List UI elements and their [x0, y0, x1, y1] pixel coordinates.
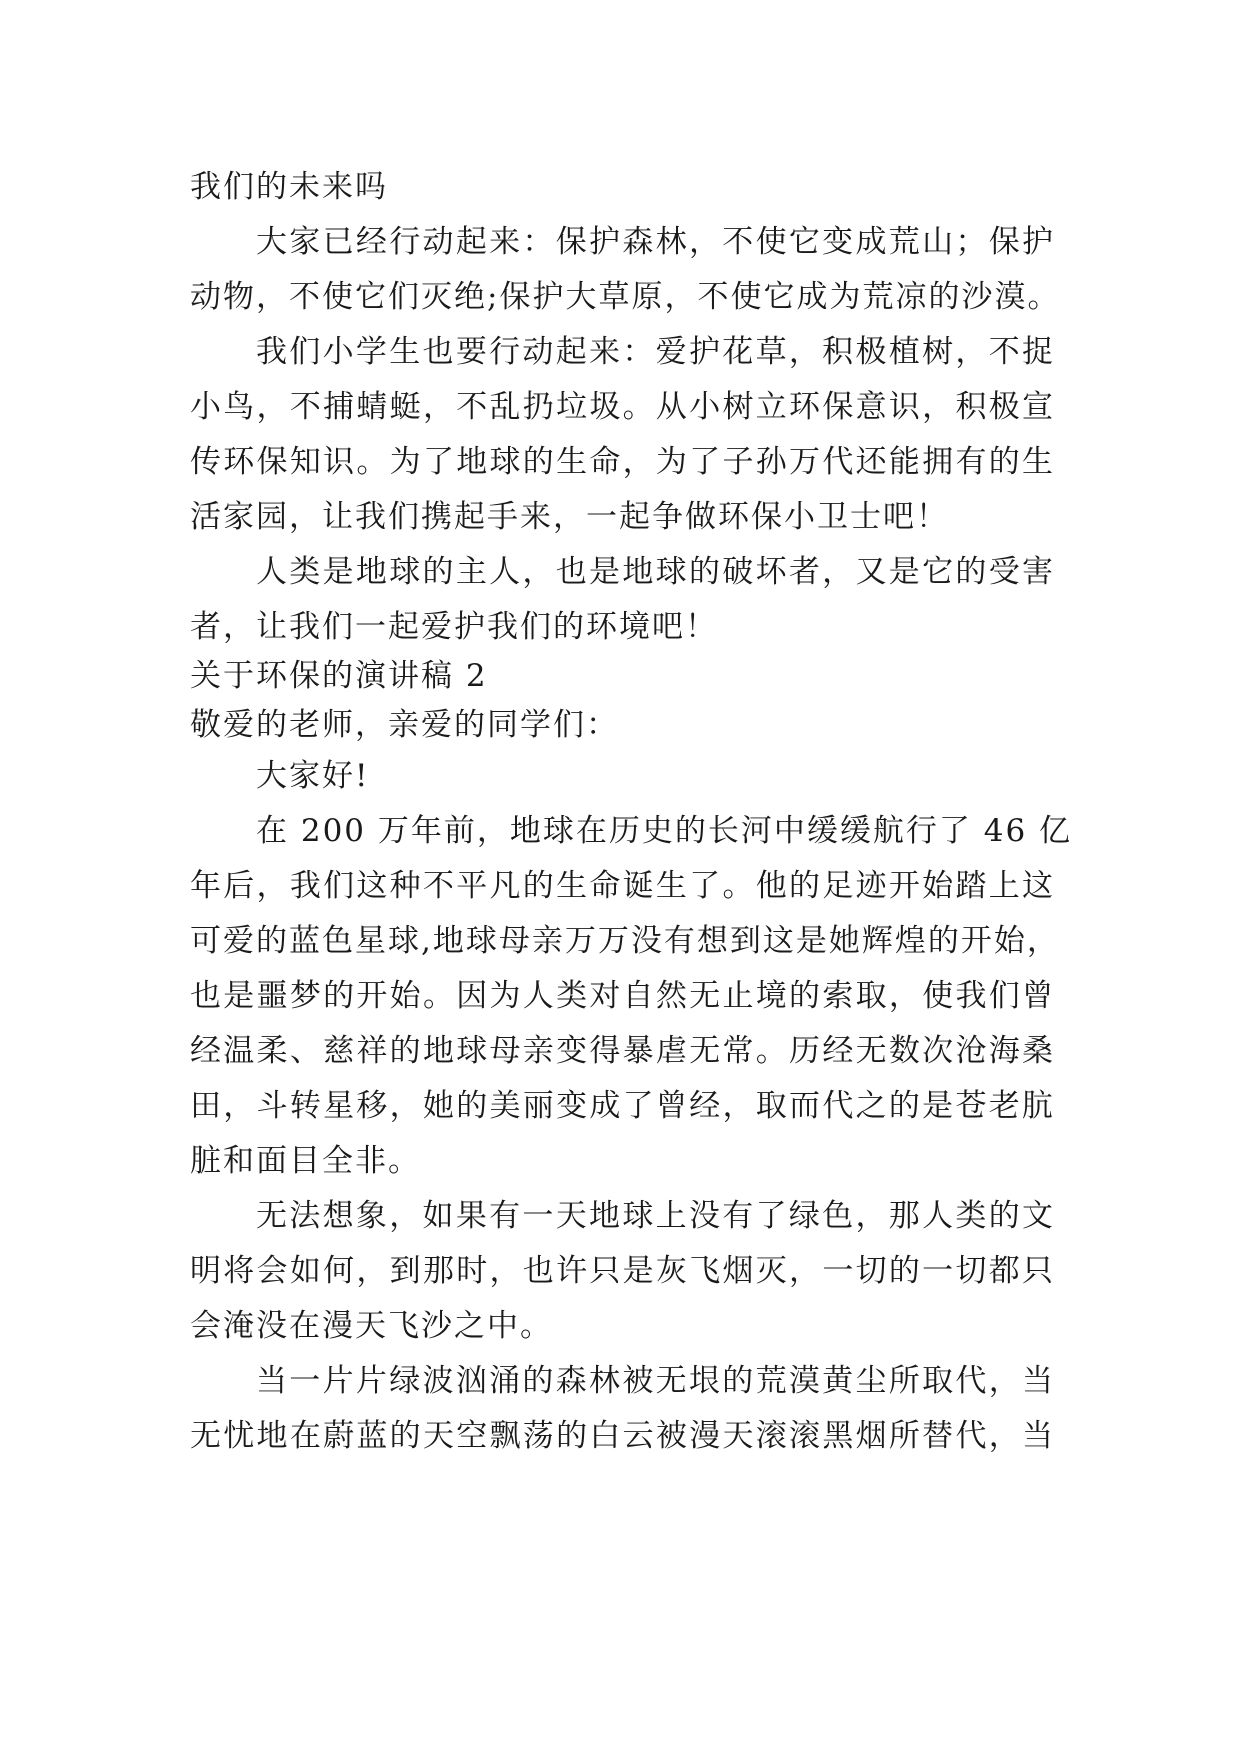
text-line: 我们的未来吗: [190, 169, 388, 205]
text-line: 动物，不使它们灭绝;保护大草原，不使它成为荒凉的沙漠。: [190, 279, 1061, 315]
text-line: 传环保知识。为了地球的生命，为了子孙万代还能拥有的生: [190, 444, 1055, 480]
text-line: 人类是地球的主人，也是地球的破坏者，又是它的受害: [256, 554, 1055, 590]
salutation: 敬爱的老师，亲爱的同学们：: [190, 707, 619, 743]
text-line: 田，斗转星移，她的美丽变成了曾经，取而代之的是苍老肮: [190, 1088, 1055, 1124]
text-line: 无法想象，如果有一天地球上没有了绿色，那人类的文: [256, 1198, 1055, 1234]
greeting: 大家好!: [256, 758, 370, 794]
text-line: 年后，我们这种不平凡的生命诞生了。他的足迹开始踏上这: [190, 868, 1055, 904]
text-line: 无忧地在蔚蓝的天空飘荡的白云被漫天滚滚黑烟所替代，当: [190, 1418, 1055, 1454]
text-line: 也是噩梦的开始。因为人类对自然无止境的索取，使我们曾: [190, 978, 1055, 1014]
text-line: 可爱的蓝色星球,地球母亲万万没有想到这是她辉煌的开始，: [190, 923, 1060, 959]
text-line: 小鸟，不捕蜻蜓，不乱扔垃圾。从小树立环保意识，积极宣: [190, 389, 1055, 425]
text-line: 大家已经行动起来：保护森林，不使它变成荒山；保护: [256, 224, 1055, 260]
text-line: 经温柔、慈祥的地球母亲变得暴虐无常。历经无数次沧海桑: [190, 1033, 1055, 1069]
text-line: 脏和面目全非。: [190, 1143, 421, 1179]
text-line: 会淹没在漫天飞沙之中。: [190, 1308, 553, 1344]
section-heading: 关于环保的演讲稿 2: [190, 658, 488, 694]
text-line: 活家园，让我们携起手来，一起争做环保小卫士吧！: [190, 499, 949, 535]
text-line: 明将会如何，到那时，也许只是灰飞烟灭，一切的一切都只: [190, 1253, 1055, 1289]
text-line: 者，让我们一起爱护我们的环境吧！: [190, 609, 718, 645]
text-line: 在 200 万年前，地球在历史的长河中缓缓航行了 46 亿: [256, 813, 1073, 849]
text-line: 当一片片绿波汹涌的森林被无垠的荒漠黄尘所取代，当: [256, 1363, 1055, 1399]
text-line: 我们小学生也要行动起来：爱护花草，积极植树，不捉: [256, 334, 1055, 370]
